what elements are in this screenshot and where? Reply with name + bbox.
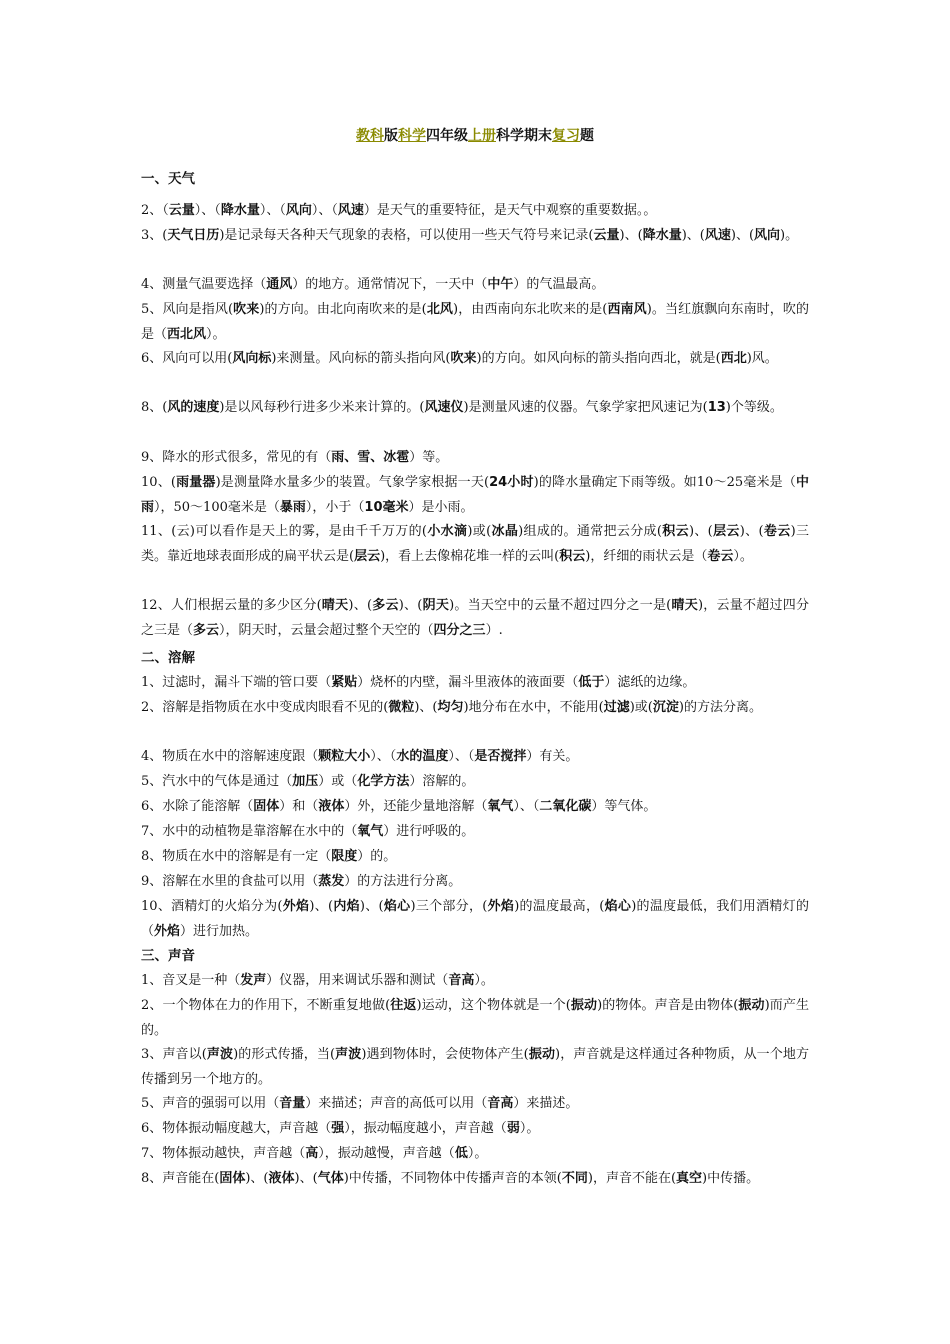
answer-text: 吹来 bbox=[450, 351, 477, 366]
answer-text: 降水量 bbox=[642, 228, 682, 243]
answer-text: 中午 bbox=[487, 277, 514, 292]
answer-text: 焰心 bbox=[383, 899, 411, 914]
answer-text: 不同 bbox=[561, 1171, 588, 1186]
question-item: 6、水除了能溶解（固体）和（液体）外，还能少量地溶解（氧气）、（二氧化碳）等气体。 bbox=[141, 799, 657, 814]
answer-text: 振动 bbox=[570, 998, 598, 1013]
answer-text: 强 bbox=[331, 1121, 345, 1136]
answer-text: 振动 bbox=[528, 1047, 556, 1062]
answer-text: 振动 bbox=[738, 998, 765, 1013]
answer-text: 24小时 bbox=[489, 475, 534, 490]
answer-text: 西南风 bbox=[607, 302, 647, 317]
answer-text: 弱 bbox=[506, 1121, 520, 1136]
answer-text: 卷云 bbox=[763, 524, 791, 539]
answer-text: 通风 bbox=[266, 277, 293, 292]
answer-text: 内焰 bbox=[333, 899, 360, 914]
answer-text: 积云 bbox=[661, 524, 689, 539]
question-item: 7、物体振动越快，声音越（高），振动越慢，声音越（低）。 bbox=[141, 1146, 488, 1161]
answer-text: 10毫米 bbox=[364, 499, 409, 515]
answer-text: 过滤 bbox=[603, 700, 630, 715]
answer-text: 云量 bbox=[168, 203, 195, 218]
title-segment: 科学期末 bbox=[496, 128, 552, 144]
question-item: 11、(云)可以看作是天上的雾，是由千千万万的(小水滴)或(冰晶)组成的。通常把云分成(积云)、(层云)、(卷云)三类。靠近地球表面形成的扁平状云是(层云)，看上去像棉花堆一样的云叫(积云)，纤细的雨状云是（卷云）。 bbox=[141, 524, 809, 564]
answer-text: 气体 bbox=[317, 1171, 344, 1186]
answer-text: 多云 bbox=[372, 598, 399, 613]
question-item: 5、声音的强弱可以用（音量）来描述；声音的高低可以用（音高）来描述。 bbox=[141, 1096, 579, 1111]
answer-text: 音高 bbox=[448, 973, 475, 988]
answer-text: 外焰 bbox=[487, 899, 515, 914]
answer-text: 化学方法 bbox=[357, 774, 410, 789]
answer-text: 西北风 bbox=[167, 326, 207, 342]
answer-text: 四分之三 bbox=[433, 622, 486, 638]
question-item: 1、音叉是一种（发声）仪器，用来调试乐器和测试（音高）。 bbox=[141, 973, 494, 988]
answer-text: 声波 bbox=[206, 1047, 234, 1062]
answer-text: 冰晶 bbox=[491, 524, 519, 539]
answer-text: 沉淀 bbox=[652, 700, 679, 715]
answer-text: 西北 bbox=[720, 351, 747, 366]
answer-text: 低 bbox=[454, 1146, 468, 1161]
question-item: 6、风向可以用(风向标)来测量。风向标的箭头指向风(吹来)的方向。如风向标的箭头指向西北，就是(西北)风。 bbox=[141, 351, 778, 366]
question-item: 3、声音以(声波)的形式传播，当(声波)遇到物体时，会使物体产生(振动)，声音就是这样通过各种物质，从一个地方传播到另一个地方的。 bbox=[141, 1047, 809, 1087]
answer-text: 氧气 bbox=[357, 824, 384, 839]
question-item: 4、测量气温要选择（通风）的地方。通常情况下，一天中（中午）的气温最高。 bbox=[141, 277, 605, 292]
answer-text: 晴天 bbox=[321, 598, 349, 613]
answer-text: 往返 bbox=[390, 998, 417, 1013]
title-segment: 四年级 bbox=[426, 128, 468, 144]
section-heading: 一、天气 bbox=[141, 171, 195, 187]
answer-text: 雨、雪、冰雹 bbox=[331, 450, 410, 465]
answer-text: 音高 bbox=[487, 1096, 514, 1111]
answer-text: 蒸发 bbox=[318, 874, 345, 889]
answer-text: 风向 bbox=[285, 203, 312, 218]
answer-text: 阴天 bbox=[422, 598, 450, 613]
section-heading: 三、声音 bbox=[141, 948, 195, 964]
document-title bbox=[0, 125, 950, 145]
answer-text: 是否搅拌 bbox=[474, 749, 527, 764]
answer-text: 氧气 bbox=[487, 799, 514, 814]
answer-text: 积云 bbox=[559, 548, 586, 564]
answer-text: 微粒 bbox=[388, 700, 415, 715]
answer-text: 固体 bbox=[219, 1171, 246, 1186]
question-item: 8、(风的速度)是以风每秒行进多少米来计算的。(风速仪)是测量风速的仪器。气象学家把风速记为(13)个等级。 bbox=[141, 400, 783, 415]
answer-text: 声波 bbox=[335, 1047, 362, 1062]
answer-text: 多云 bbox=[193, 622, 220, 638]
title-segment: 版 bbox=[384, 128, 398, 144]
answer-text: 焰心 bbox=[604, 899, 632, 914]
question-item: 2、（云量）、（降水量）、（风向）、（风速）是天气的重要特征，是天气中观察的重要数据。。 bbox=[141, 203, 657, 218]
answer-text: 限度 bbox=[331, 849, 358, 864]
answer-text: 晴天 bbox=[671, 598, 698, 613]
answer-text: 北风 bbox=[426, 302, 454, 317]
question-item: 8、物质在水中的溶解是有一定（限度）的。 bbox=[141, 849, 397, 864]
answer-text: 中雨 bbox=[141, 475, 809, 515]
answer-text: 真空 bbox=[676, 1171, 703, 1186]
answer-text: 风速仪 bbox=[424, 400, 464, 415]
answer-text: 风速 bbox=[704, 228, 731, 243]
answer-text: 风的速度 bbox=[167, 400, 220, 415]
answer-text: 低于 bbox=[578, 675, 605, 690]
question-item: 5、风向是指风(吹来)的方向。由北向南吹来的是(北风)，由西南向东北吹来的是(西南风)。当红旗飘向东南时，吹的是（西北风）。 bbox=[141, 302, 809, 342]
answer-text: 液体 bbox=[318, 799, 345, 814]
question-item: 12、人们根据云量的多少区分(晴天)、(多云)、(阴天)。当天空中的云量不超过四分之一是(晴天)，云量不超过四分之三是（多云），阴天时，云量会超过整个天空的（四分之三）. bbox=[141, 598, 809, 638]
question-item: 8、声音能在(固体)、(液体)、(气体)中传播，不同物体中传播声音的本领(不同)，声音不能在(真空)中传播。 bbox=[141, 1171, 760, 1186]
answer-text: 雨量器 bbox=[175, 475, 216, 490]
section-heading: 二、溶解 bbox=[141, 650, 195, 666]
question-item: 6、物体振动幅度越大，声音越（强），振动幅度越小，声音越（弱）。 bbox=[141, 1121, 540, 1136]
answer-text: 风向 bbox=[754, 228, 781, 243]
answer-text: 高 bbox=[305, 1146, 319, 1161]
answer-text: 降水量 bbox=[220, 203, 260, 218]
answer-text: 外焰 bbox=[154, 923, 181, 939]
question-item: 1、过滤时，漏斗下端的管口要（紧贴）烧杯的内壁，漏斗里液体的液面要（低于）滤纸的边缘。 bbox=[141, 675, 696, 690]
answer-text: 小水滴 bbox=[427, 524, 468, 539]
question-item: 7、水中的动植物是靠溶解在水中的（氧气）进行呼吸的。 bbox=[141, 824, 475, 839]
title-segment: 科学 bbox=[398, 128, 426, 144]
title-segment: 题 bbox=[580, 128, 594, 144]
title-segment: 复习 bbox=[552, 128, 580, 144]
answer-text: 水的温度 bbox=[396, 749, 449, 764]
answer-text: 13 bbox=[707, 400, 726, 415]
answer-text: 暴雨 bbox=[279, 499, 306, 515]
answer-text: 层云 bbox=[712, 524, 740, 539]
question-item: 4、物质在水中的溶解速度跟（颗粒大小）、（水的温度）、（是否搅拌）有关。 bbox=[141, 749, 579, 764]
question-item: 10、酒精灯的火焰分为(外焰)、(内焰)、(焰心)三个部分，(外焰)的温度最高，(焰心)的温度最低，我们用酒精灯的（外焰）进行加热。 bbox=[141, 899, 809, 939]
answer-text: 颗粒大小 bbox=[318, 749, 371, 764]
title-segment: 教科 bbox=[356, 128, 384, 144]
answer-text: 液体 bbox=[268, 1171, 295, 1186]
answer-text: 卷云 bbox=[707, 548, 734, 564]
answer-text: 加压 bbox=[292, 774, 319, 789]
question-item: 9、降水的形式很多，常见的有（雨、雪、冰雹）等。 bbox=[141, 450, 449, 465]
question-item: 5、汽水中的气体是通过（加压）或（化学方法）溶解的。 bbox=[141, 774, 475, 789]
answer-text: 紧贴 bbox=[331, 675, 358, 690]
answer-text: 云量 bbox=[593, 228, 620, 243]
answer-text: 音量 bbox=[279, 1096, 306, 1111]
answer-text: 发声 bbox=[240, 973, 267, 988]
answer-text: 外焰 bbox=[282, 899, 310, 914]
answer-text: 层云 bbox=[354, 548, 381, 564]
question-item: 9、溶解在水里的食盐可以用（蒸发）的方法进行分离。 bbox=[141, 874, 462, 889]
question-item: 2、溶解是指物质在水中变成肉眼看不见的(微粒)、(均匀)地分布在水中，不能用(过滤)或(沉淀)的方法分离。 bbox=[141, 700, 762, 715]
answer-text: 二氧化碳 bbox=[539, 799, 592, 814]
answer-text: 风速 bbox=[337, 203, 364, 218]
question-item: 2、一个物体在力的作用下，不断重复地做(往返)运动，这个物体就是一个(振动)的物体。声音是由物体(振动)而产生的。 bbox=[141, 998, 809, 1038]
title-segment: 上册 bbox=[468, 128, 496, 144]
question-item: 10、(雨量器)是测量降水量多少的装置。气象学家根据一天(24小时)的降水量确定下雨等级。如10～25毫米是（中雨），50～100毫米是（暴雨），小于（10毫米）是小雨。 bbox=[141, 475, 809, 515]
answer-text: 天气日历 bbox=[167, 228, 220, 243]
question-item: 3、(天气日历)是记录每天各种天气现象的表格，可以使用一些天气符号来记录(云量)、(降水量)、(风速)、(风向)。 bbox=[141, 228, 799, 243]
answer-text: 固体 bbox=[253, 799, 280, 814]
answer-text: 均匀 bbox=[437, 700, 464, 715]
answer-text: 风向标 bbox=[232, 351, 272, 366]
answer-text: 吹来 bbox=[233, 302, 260, 317]
